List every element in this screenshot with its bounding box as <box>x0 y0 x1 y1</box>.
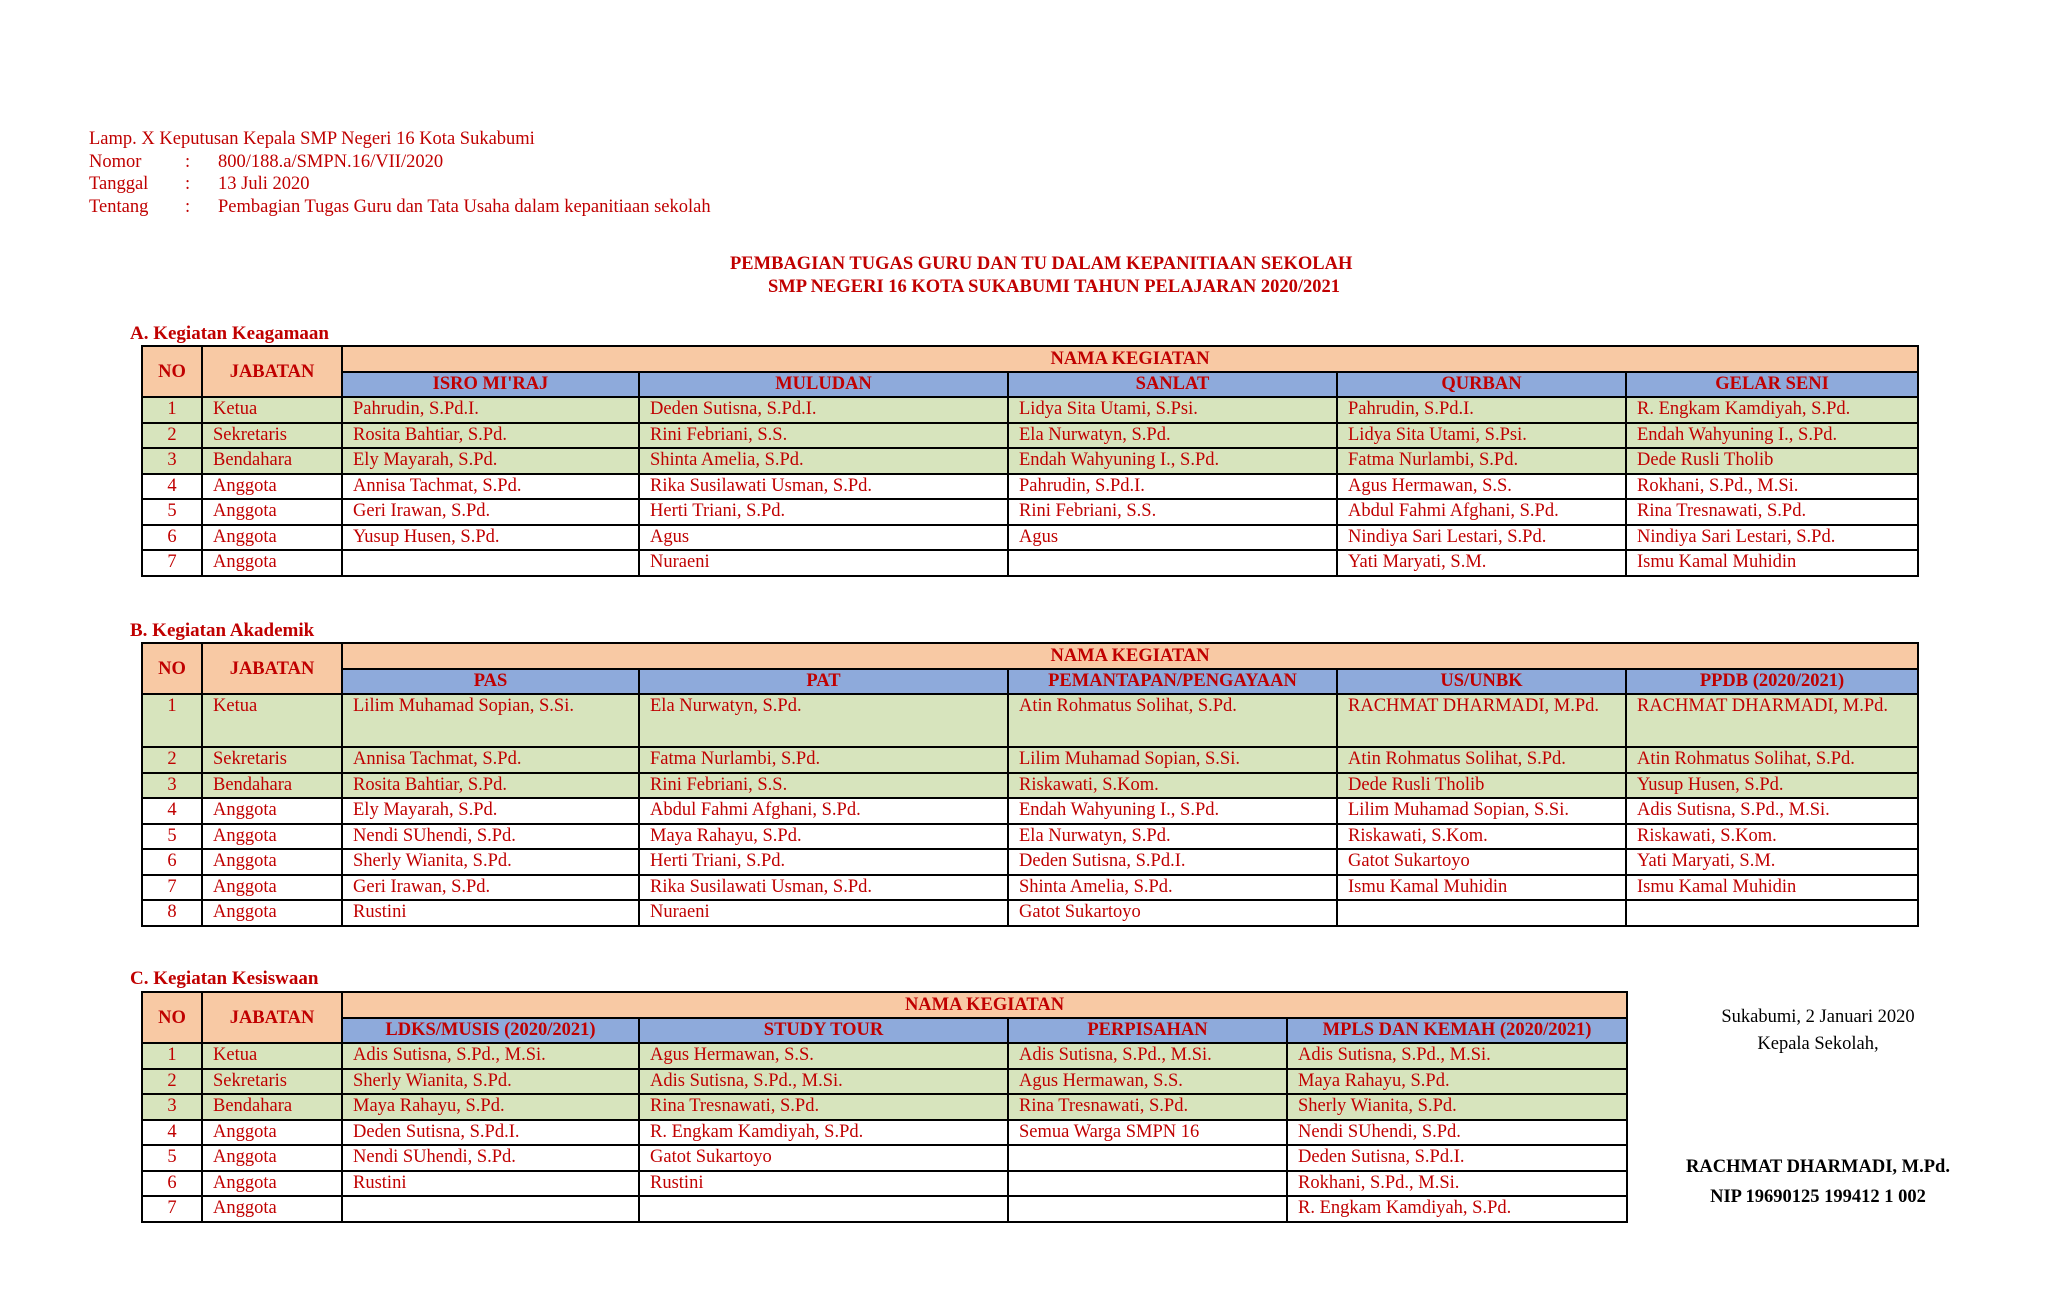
name-cell: Rustini <box>342 900 639 926</box>
name-cell: Gatot Sukartoyo <box>1008 900 1337 926</box>
table-row <box>142 1094 1627 1120</box>
row-number: 1 <box>142 694 202 747</box>
name-cell <box>342 1196 639 1222</box>
name-cell: Agus <box>1008 525 1337 551</box>
jabatan-cell: Ketua <box>202 694 342 747</box>
name-cell: Lilim Muhamad Sopian, S.Si. <box>342 694 639 747</box>
row-number: 6 <box>142 525 202 551</box>
name-cell: Lilim Muhamad Sopian, S.Si. <box>1337 798 1626 824</box>
name-cell: Nendi SUhendi, S.Pd. <box>342 824 639 850</box>
header-label: Nomor <box>89 151 142 172</box>
name-cell: Dede Rusli Tholib <box>1626 448 1918 474</box>
table-row <box>142 1145 1627 1171</box>
column-header: PPDB (2020/2021) <box>1626 669 1918 695</box>
column-header: GELAR SENI <box>1626 372 1918 398</box>
row-number: 4 <box>142 1120 202 1146</box>
row-number: 1 <box>142 397 202 423</box>
row-number: 5 <box>142 824 202 850</box>
name-cell: Rina Tresnawati, S.Pd. <box>1626 499 1918 525</box>
jabatan-cell: Anggota <box>202 525 342 551</box>
name-cell: Riskawati, S.Kom. <box>1337 824 1626 850</box>
table-kegiatan-kesiswaan <box>141 991 1628 1223</box>
name-cell: Rokhani, S.Pd., M.Si. <box>1287 1171 1627 1197</box>
table-kegiatan-akademik <box>141 642 1919 927</box>
table-row <box>142 1196 1627 1222</box>
name-cell: Nuraeni <box>639 550 1008 576</box>
name-cell: R. Engkam Kamdiyah, S.Pd. <box>1287 1196 1627 1222</box>
column-header: PEMANTAPAN/PENGAYAAN <box>1008 669 1337 695</box>
name-cell: Agus Hermawan, S.S. <box>1008 1069 1287 1095</box>
column-header: US/UNBK <box>1337 669 1626 695</box>
name-cell: Rokhani, S.Pd., M.Si. <box>1626 474 1918 500</box>
table-row <box>142 824 1918 850</box>
jabatan-cell: Anggota <box>202 1196 342 1222</box>
nama-kegiatan-header: NAMA KEGIATAN <box>342 643 1918 669</box>
name-cell: Rustini <box>342 1171 639 1197</box>
table-row <box>142 550 1918 576</box>
name-cell: Deden Sutisna, S.Pd.I. <box>1008 849 1337 875</box>
table-row <box>142 423 1918 449</box>
name-cell: Deden Sutisna, S.Pd.I. <box>342 1120 639 1146</box>
name-cell: Yati Maryati, S.M. <box>1337 550 1626 576</box>
name-cell: Adis Sutisna, S.Pd., M.Si. <box>1287 1043 1627 1069</box>
name-cell <box>1008 1196 1287 1222</box>
row-number: 6 <box>142 1171 202 1197</box>
jabatan-cell: Sekretaris <box>202 423 342 449</box>
signature-name: RACHMAT DHARMADI, M.Pd. <box>1686 1157 1950 1177</box>
name-cell: Rika Susilawati Usman, S.Pd. <box>639 875 1008 901</box>
name-cell: Atin Rohmatus Solihat, S.Pd. <box>1337 747 1626 773</box>
header-row-nomor <box>89 151 711 174</box>
name-cell: Atin Rohmatus Solihat, S.Pd. <box>1008 694 1337 747</box>
table-kegiatan-keagamaan <box>141 345 1919 577</box>
signature-place-date: Sukabumi, 2 Januari 2020 <box>1721 1007 1915 1027</box>
column-header: PAT <box>639 669 1008 695</box>
jabatan-cell: Anggota <box>202 900 342 926</box>
no-header: NO <box>142 992 202 1043</box>
name-cell: Riskawati, S.Kom. <box>1626 824 1918 850</box>
jabatan-cell: Anggota <box>202 798 342 824</box>
header-colon: : <box>185 151 191 172</box>
column-header: MULUDAN <box>639 372 1008 398</box>
jabatan-cell: Anggota <box>202 1171 342 1197</box>
name-cell: Rini Febriani, S.S. <box>639 423 1008 449</box>
document-header <box>89 128 711 218</box>
section-c-title: C. Kegiatan Kesiswaan <box>130 968 319 989</box>
name-cell: Agus Hermawan, S.S. <box>639 1043 1008 1069</box>
section-b-title: B. Kegiatan Akademik <box>130 620 315 641</box>
row-number: 5 <box>142 499 202 525</box>
table-row <box>142 694 1918 747</box>
name-cell: Atin Rohmatus Solihat, S.Pd. <box>1626 747 1918 773</box>
row-number: 7 <box>142 1196 202 1222</box>
name-cell: Deden Sutisna, S.Pd.I. <box>1287 1145 1627 1171</box>
name-cell: Agus Hermawan, S.S. <box>1337 474 1626 500</box>
name-cell: Nendi SUhendi, S.Pd. <box>342 1145 639 1171</box>
name-cell: Sherly Wianita, S.Pd. <box>342 1069 639 1095</box>
name-cell: Pahrudin, S.Pd.I. <box>1337 397 1626 423</box>
signature-nip: NIP 19690125 199412 1 002 <box>1710 1187 1926 1207</box>
row-number: 4 <box>142 798 202 824</box>
name-cell: Pahrudin, S.Pd.I. <box>342 397 639 423</box>
name-cell: Ismu Kamal Muhidin <box>1337 875 1626 901</box>
title-line-2: SMP NEGERI 16 KOTA SUKABUMI TAHUN PELAJARAN 2020/2021 <box>768 277 1341 297</box>
no-header: NO <box>142 346 202 397</box>
jabatan-cell: Ketua <box>202 1043 342 1069</box>
nama-kegiatan-header: NAMA KEGIATAN <box>342 346 1918 372</box>
name-cell: Nuraeni <box>639 900 1008 926</box>
name-cell: Herti Triani, S.Pd. <box>639 499 1008 525</box>
name-cell: Annisa Tachmat, S.Pd. <box>342 474 639 500</box>
name-cell: Ela Nurwatyn, S.Pd. <box>639 694 1008 747</box>
row-number: 3 <box>142 773 202 799</box>
name-cell: Fatma Nurlambi, S.Pd. <box>1337 448 1626 474</box>
name-cell: Shinta Amelia, S.Pd. <box>1008 875 1337 901</box>
name-cell <box>1008 1145 1287 1171</box>
name-cell: Deden Sutisna, S.Pd.I. <box>639 397 1008 423</box>
jabatan-cell: Anggota <box>202 550 342 576</box>
signature-role: Kepala Sekolah, <box>1757 1034 1879 1054</box>
jabatan-cell: Bendahara <box>202 773 342 799</box>
column-header: LDKS/MUSIS (2020/2021) <box>342 1018 639 1044</box>
header-label: Tanggal <box>89 174 149 194</box>
table-row <box>142 747 1918 773</box>
column-header: PAS <box>342 669 639 695</box>
jabatan-cell: Anggota <box>202 875 342 901</box>
name-cell: Ela Nurwatyn, S.Pd. <box>1008 824 1337 850</box>
table-row <box>142 1171 1627 1197</box>
row-number: 5 <box>142 1145 202 1171</box>
name-cell: Maya Rahayu, S.Pd. <box>342 1094 639 1120</box>
row-number: 7 <box>142 550 202 576</box>
row-number: 7 <box>142 875 202 901</box>
name-cell: Nindiya Sari Lestari, S.Pd. <box>1337 525 1626 551</box>
row-number: 6 <box>142 849 202 875</box>
jabatan-cell: Anggota <box>202 849 342 875</box>
name-cell: Dede Rusli Tholib <box>1337 773 1626 799</box>
jabatan-cell: Anggota <box>202 499 342 525</box>
name-cell: Riskawati, S.Kom. <box>1008 773 1337 799</box>
name-cell: Lidya Sita Utami, S.Psi. <box>1337 423 1626 449</box>
table-row <box>142 1069 1627 1095</box>
table-row <box>142 499 1918 525</box>
name-cell: Endah Wahyuning I., S.Pd. <box>1008 448 1337 474</box>
header-value: 13 Juli 2020 <box>218 174 310 194</box>
name-cell: Maya Rahayu, S.Pd. <box>639 824 1008 850</box>
no-header: NO <box>142 643 202 694</box>
table-row <box>142 900 1918 926</box>
name-cell: Ely Mayarah, S.Pd. <box>342 448 639 474</box>
name-cell: Lidya Sita Utami, S.Psi. <box>1008 397 1337 423</box>
row-number: 2 <box>142 1069 202 1095</box>
jabatan-cell: Anggota <box>202 824 342 850</box>
row-number: 3 <box>142 448 202 474</box>
name-cell <box>1008 550 1337 576</box>
name-cell <box>639 1196 1008 1222</box>
header-value: 800/188.a/SMPN.16/VII/2020 <box>218 151 444 172</box>
name-cell <box>1008 1171 1287 1197</box>
row-number: 3 <box>142 1094 202 1120</box>
section-a-title: A. Kegiatan Keagamaan <box>130 323 329 344</box>
jabatan-cell: Ketua <box>202 397 342 423</box>
name-cell: Rina Tresnawati, S.Pd. <box>639 1094 1008 1120</box>
name-cell: Adis Sutisna, S.Pd., M.Si. <box>639 1069 1008 1095</box>
column-header: SANLAT <box>1008 372 1337 398</box>
table-row <box>142 875 1918 901</box>
name-cell: Ely Mayarah, S.Pd. <box>342 798 639 824</box>
header-colon: : <box>185 196 191 217</box>
name-cell: Geri Irawan, S.Pd. <box>342 875 639 901</box>
name-cell: Endah Wahyuning I., S.Pd. <box>1626 423 1918 449</box>
name-cell: Sherly Wianita, S.Pd. <box>342 849 639 875</box>
name-cell: Nendi SUhendi, S.Pd. <box>1287 1120 1627 1146</box>
name-cell: Lilim Muhamad Sopian, S.Si. <box>1008 747 1337 773</box>
name-cell: Rika Susilawati Usman, S.Pd. <box>639 474 1008 500</box>
name-cell: R. Engkam Kamdiyah, S.Pd. <box>639 1120 1008 1146</box>
name-cell: Yusup Husen, S.Pd. <box>1626 773 1918 799</box>
table-row <box>142 1120 1627 1146</box>
name-cell: Ela Nurwatyn, S.Pd. <box>1008 423 1337 449</box>
header-label: Tentang <box>89 196 149 217</box>
row-number: 2 <box>142 747 202 773</box>
name-cell: Rini Febriani, S.S. <box>639 773 1008 799</box>
name-cell: Annisa Tachmat, S.Pd. <box>342 747 639 773</box>
name-cell: Rina Tresnawati, S.Pd. <box>1008 1094 1287 1120</box>
header-value: Pembagian Tugas Guru dan Tata Usaha dalam kepanitiaan sekolah <box>218 196 711 217</box>
name-cell: Adis Sutisna, S.Pd., M.Si. <box>342 1043 639 1069</box>
name-cell: Abdul Fahmi Afghani, S.Pd. <box>1337 499 1626 525</box>
jabatan-cell: Anggota <box>202 1145 342 1171</box>
row-number: 4 <box>142 474 202 500</box>
column-header: STUDY TOUR <box>639 1018 1008 1044</box>
column-header: QURBAN <box>1337 372 1626 398</box>
name-cell: Gatot Sukartoyo <box>639 1145 1008 1171</box>
name-cell: Yusup Husen, S.Pd. <box>342 525 639 551</box>
name-cell <box>342 550 639 576</box>
row-number: 1 <box>142 1043 202 1069</box>
name-cell: RACHMAT DHARMADI, M.Pd. <box>1337 694 1626 747</box>
table-row <box>142 849 1918 875</box>
name-cell: Semua Warga SMPN 16 <box>1008 1120 1287 1146</box>
lamp-line: Lamp. X Keputusan Kepala SMP Negeri 16 Kota Sukabumi <box>89 129 535 149</box>
name-cell: Ismu Kamal Muhidin <box>1626 550 1918 576</box>
header-colon: : <box>185 174 191 194</box>
name-cell: Rosita Bahtiar, S.Pd. <box>342 423 639 449</box>
column-header: ISRO MI'RAJ <box>342 372 639 398</box>
jabatan-header: JABATAN <box>202 643 342 694</box>
name-cell: Gatot Sukartoyo <box>1337 849 1626 875</box>
name-cell: Endah Wahyuning I., S.Pd. <box>1008 798 1337 824</box>
table-row <box>142 525 1918 551</box>
jabatan-header: JABATAN <box>202 346 342 397</box>
name-cell: Agus <box>639 525 1008 551</box>
name-cell: Geri Irawan, S.Pd. <box>342 499 639 525</box>
jabatan-cell: Bendahara <box>202 448 342 474</box>
jabatan-cell: Sekretaris <box>202 747 342 773</box>
name-cell: Rosita Bahtiar, S.Pd. <box>342 773 639 799</box>
name-cell: RACHMAT DHARMADI, M.Pd. <box>1626 694 1918 747</box>
name-cell: Maya Rahayu, S.Pd. <box>1287 1069 1627 1095</box>
column-header: PERPISAHAN <box>1008 1018 1287 1044</box>
table-row <box>142 773 1918 799</box>
name-cell: R. Engkam Kamdiyah, S.Pd. <box>1626 397 1918 423</box>
name-cell: Adis Sutisna, S.Pd., M.Si. <box>1008 1043 1287 1069</box>
name-cell: Adis Sutisna, S.Pd., M.Si. <box>1626 798 1918 824</box>
name-cell: Rustini <box>639 1171 1008 1197</box>
name-cell: Pahrudin, S.Pd.I. <box>1008 474 1337 500</box>
table-row <box>142 397 1918 423</box>
table-row <box>142 798 1918 824</box>
name-cell <box>1626 900 1918 926</box>
nama-kegiatan-header: NAMA KEGIATAN <box>342 992 1627 1018</box>
header-row-tentang <box>89 196 711 219</box>
name-cell: Abdul Fahmi Afghani, S.Pd. <box>639 798 1008 824</box>
jabatan-header: JABATAN <box>202 992 342 1043</box>
jabatan-cell: Bendahara <box>202 1094 342 1120</box>
name-cell <box>1337 900 1626 926</box>
name-cell: Yati Maryati, S.M. <box>1626 849 1918 875</box>
name-cell: Sherly Wianita, S.Pd. <box>1287 1094 1627 1120</box>
table-row <box>142 474 1918 500</box>
title-line-1: PEMBAGIAN TUGAS GURU DAN TU DALAM KEPANITIAAN SEKOLAH <box>730 254 1353 274</box>
name-cell: Rini Febriani, S.S. <box>1008 499 1337 525</box>
jabatan-cell: Anggota <box>202 1120 342 1146</box>
jabatan-cell: Sekretaris <box>202 1069 342 1095</box>
jabatan-cell: Anggota <box>202 474 342 500</box>
header-row-tanggal <box>89 173 711 196</box>
name-cell: Ismu Kamal Muhidin <box>1626 875 1918 901</box>
name-cell: Fatma Nurlambi, S.Pd. <box>639 747 1008 773</box>
table-row <box>142 1043 1627 1069</box>
row-number: 2 <box>142 423 202 449</box>
column-header: MPLS DAN KEMAH (2020/2021) <box>1287 1018 1627 1044</box>
table-row <box>142 448 1918 474</box>
row-number: 8 <box>142 900 202 926</box>
name-cell: Herti Triani, S.Pd. <box>639 849 1008 875</box>
name-cell: Nindiya Sari Lestari, S.Pd. <box>1626 525 1918 551</box>
name-cell: Shinta Amelia, S.Pd. <box>639 448 1008 474</box>
